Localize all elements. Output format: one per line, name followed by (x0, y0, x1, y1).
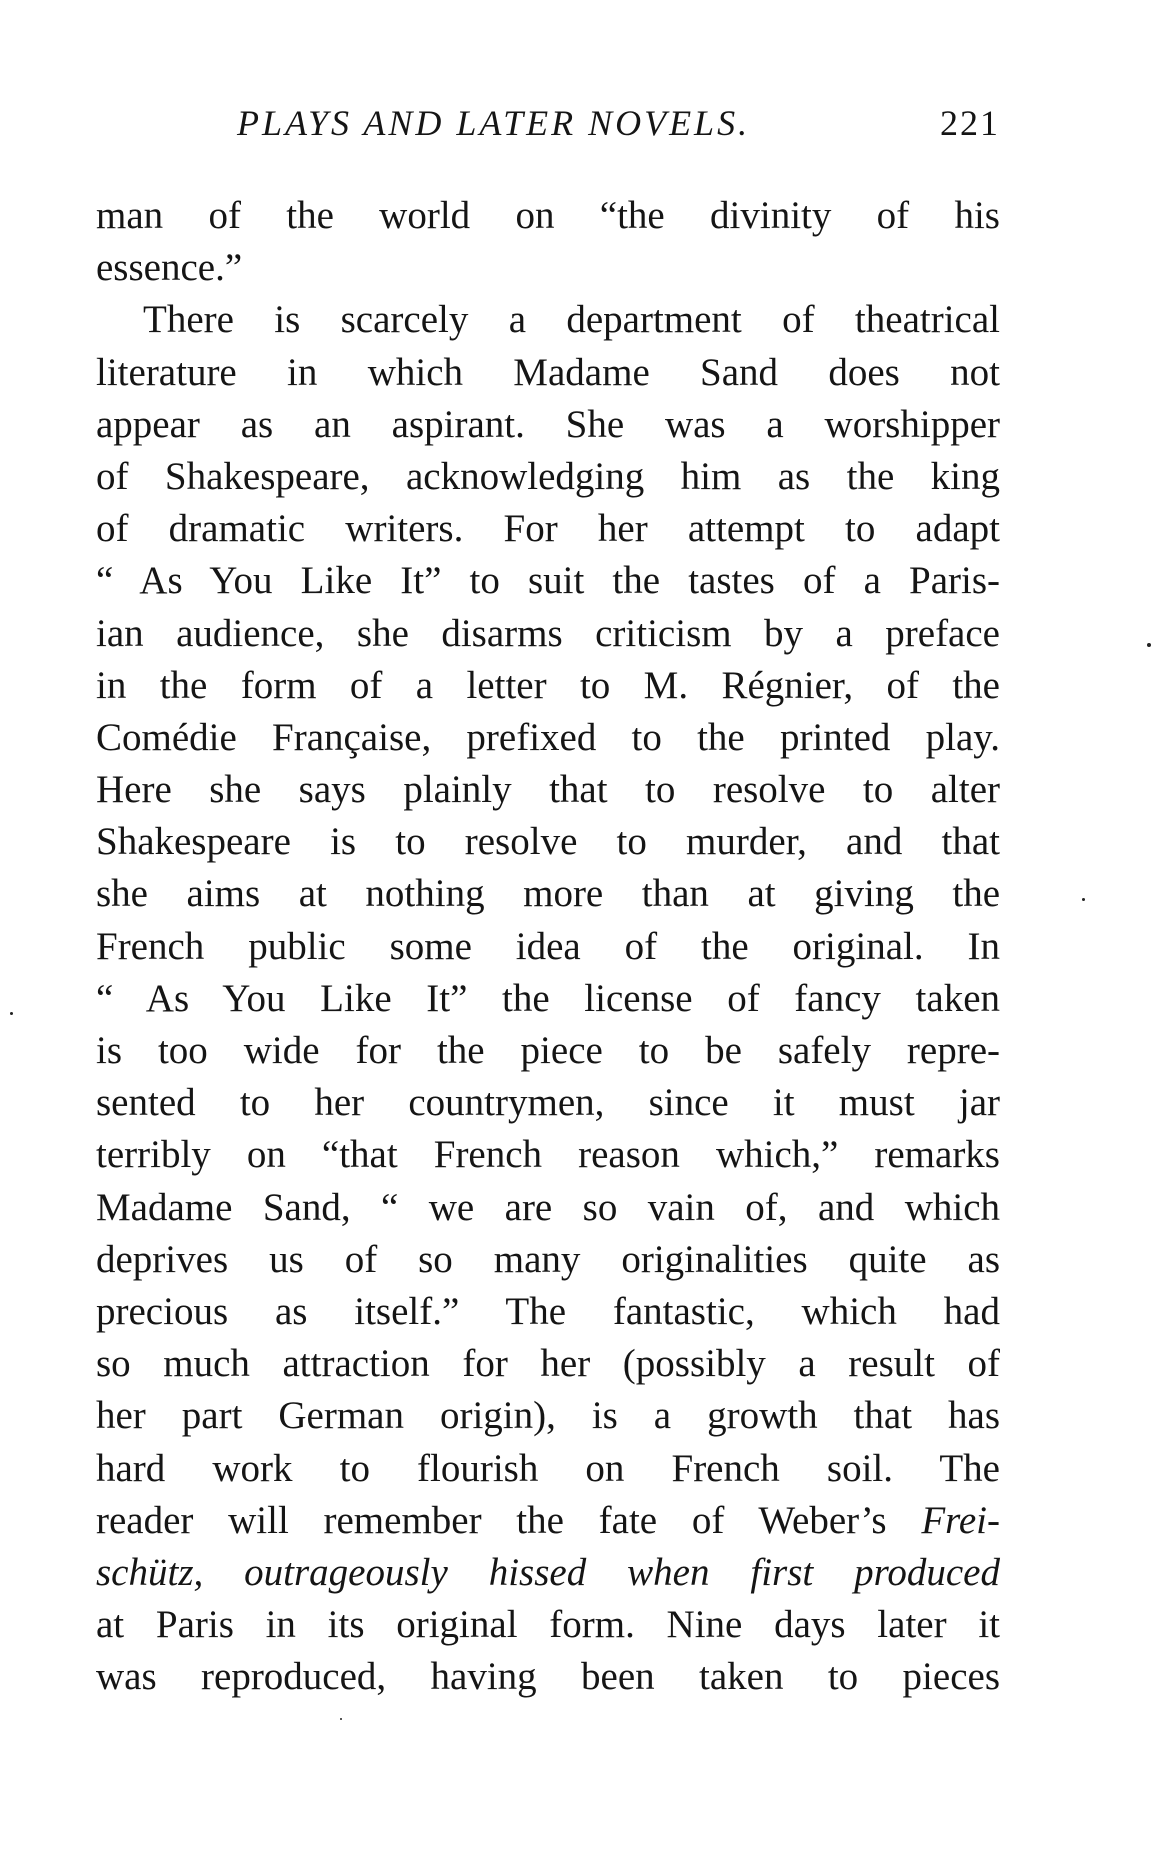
print-speck (340, 1718, 342, 1720)
text-line: hard work to flourish on French soil. The (96, 1446, 1000, 1490)
text-line: “ As You Like It” to suit the tastes of a Paris- (96, 559, 1000, 603)
italic-title-continued: schütz, outrageously hissed when first produced (96, 1550, 1000, 1594)
text-line: was reproduced, having been taken to pieces (96, 1655, 1000, 1699)
text-line: “ As You Like It” the license of fancy taken (96, 976, 1000, 1020)
running-title: PLAYS AND LATER NOVELS. (237, 103, 751, 143)
text-line: her part German origin), is a growth that has (96, 1394, 1000, 1438)
page-number: 221 (940, 103, 1000, 143)
text-line: is too wide for the piece to be safely repre- (96, 1029, 1000, 1072)
page-header (96, 98, 1000, 148)
text-line: of dramatic writers. For her attempt to adapt (96, 507, 1000, 551)
body-text (96, 190, 1000, 1703)
text-line: Madame Sand, “ we are so vain of, and which (96, 1185, 1000, 1229)
text-line: in the form of a letter to M. Régnier, of the (96, 663, 1000, 707)
text-line: sented to her countrymen, since it must jar (96, 1081, 1000, 1125)
text-line: deprives us of so many originalities quite as (96, 1237, 1000, 1281)
text-line: essence.” (96, 246, 243, 290)
print-speck (10, 1012, 13, 1015)
text-line: ian audience, she disarms criticism by a preface (96, 611, 1000, 655)
text-line: precious as itself.” The fantastic, which had (96, 1289, 1000, 1333)
text-line: at Paris in its original form. Nine days later it (96, 1603, 1000, 1647)
text-line: Shakespeare is to resolve to murder, and that (96, 820, 1000, 864)
text-line: terribly on “that French reason which,” remarks (96, 1133, 1000, 1177)
text-line: she aims at nothing more than at giving the (96, 872, 1000, 916)
text-line: man of the world on “the divinity of his (96, 194, 1000, 237)
text-line: appear as an aspirant. She was a worshipper (96, 402, 1000, 446)
text-line: Comédie Française, prefixed to the printed play. (96, 715, 1000, 759)
text-line-with-italic (96, 1495, 1000, 1547)
text-line: so much attraction for her (possibly a result of (96, 1342, 1000, 1386)
text-line: French public some idea of the original. In (96, 924, 1000, 968)
text-segment: reader will remember the fate of Weber’s (96, 1498, 887, 1542)
text-line: of Shakespeare, acknowledging him as the king (96, 454, 1000, 498)
text-line: Here she says plainly that to resolve to alter (96, 768, 1000, 812)
text-line-italic-start (96, 1547, 1000, 1599)
paragraph-first-line: There is scarcely a department of theatrical (143, 298, 1000, 342)
print-speck (1147, 643, 1151, 647)
text-line: literature in which Madame Sand does not (96, 350, 1000, 394)
print-speck (1082, 898, 1085, 901)
italic-title: Frei- (921, 1498, 1000, 1542)
